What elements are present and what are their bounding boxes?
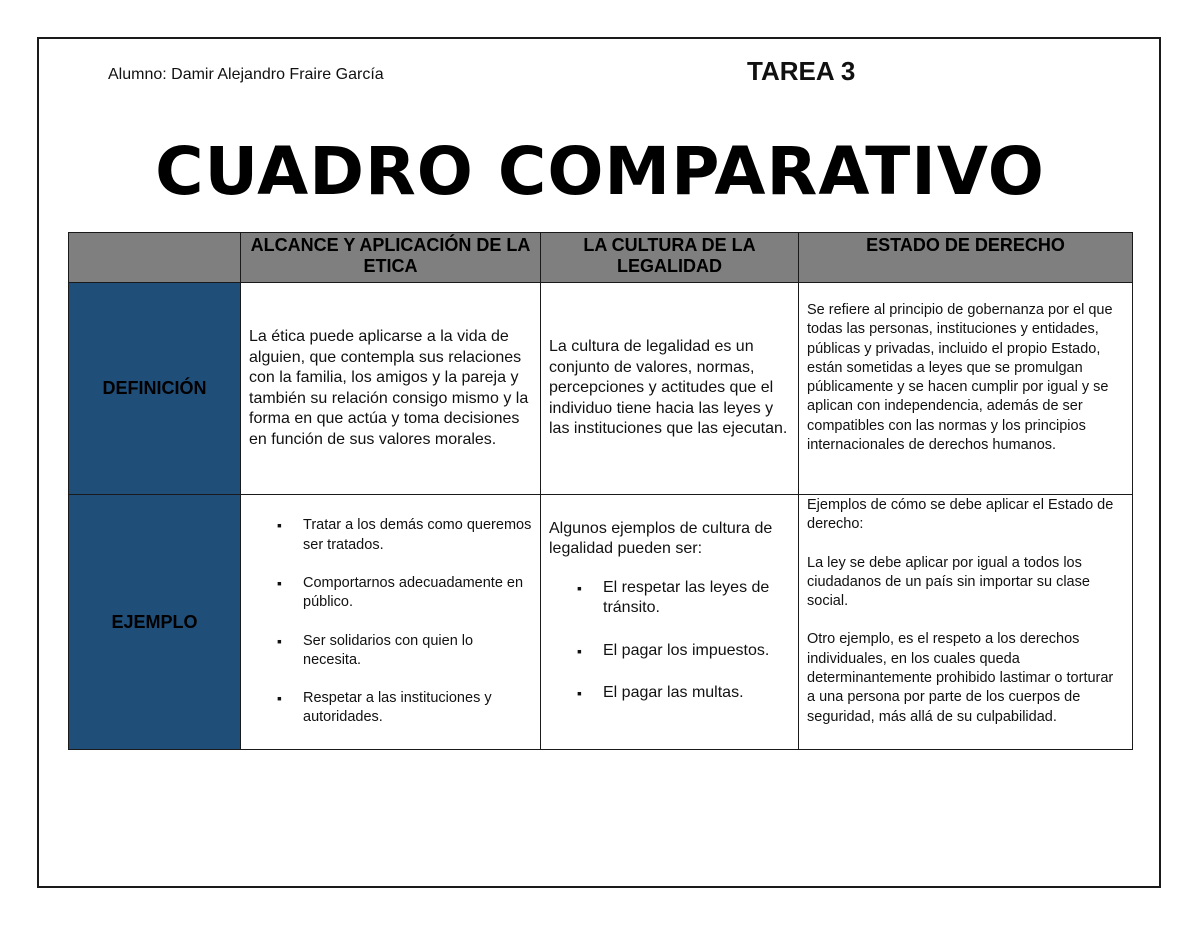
list-item: ▪ El pagar las multas.: [603, 683, 790, 704]
task-label: TAREA 3: [747, 56, 856, 86]
list-item: ▪ Comportarnos adecuadamente en público.: [303, 574, 532, 613]
column-header-estado: ESTADO DE DERECHO: [799, 233, 1133, 283]
cell-ejemplo-etica: [241, 495, 541, 750]
table-header-row: [69, 233, 1133, 283]
student-name: Alumno: Damir Alejandro Fraire García: [108, 66, 384, 83]
legalidad-intro: Algunos ejemplos de cultura de legalidad pueden ser:: [549, 519, 773, 557]
list-item: ▪ El respetar las leyes de tránsito.: [603, 578, 790, 619]
table-row-definicion: [69, 283, 1133, 495]
comparison-table: [68, 232, 1133, 750]
column-header-empty: [69, 233, 241, 283]
list-item: ▪ Ser solidarios con quien lo necesita.: [303, 632, 532, 671]
row-header-ejemplo: EJEMPLO: [69, 495, 241, 750]
cell-definicion-legalidad: La cultura de legalidad es un conjunto de valores, normas, percepciones y actitudes que el individuo tiene hacia las leyes y las instituciones que las ejecutan.: [541, 283, 799, 495]
row-header-definicion: DEFINICIÓN: [69, 283, 241, 495]
cell-ejemplo-estado: [799, 495, 1133, 750]
cell-ejemplo-legalidad: [541, 495, 799, 750]
legalidad-examples-list: [549, 578, 790, 704]
estado-example-intro: Ejemplos de cómo se debe aplicar el Estado de derecho:: [807, 497, 1114, 533]
list-item: ▪ Respetar a las instituciones y autoridades.: [303, 689, 532, 728]
page-title: CUADRO COMPARATIVO: [155, 133, 1045, 210]
cell-definicion-estado: Se refiere al principio de gobernanza por el que todas las personas, instituciones y entidades, públicas y privadas, incluido el propio Estado, están sometidas a leyes que se promulgan públicamente y se hacen cumplir por igual y se aplican con independencia, además de ser compatibles con las normas y los principios internacionales de derechos humanos.: [799, 283, 1133, 495]
estado-example-2: Otro ejemplo, es el respeto a los derechos individuales, en los cuales queda determinantemente prohibido lastimar o torturar a una persona por parte de los cuerpos de seguridad, más allá de su culpabilidad.: [807, 631, 1114, 725]
column-header-etica: ALCANCE Y APLICACIÓN DE LA ETICA: [241, 233, 541, 283]
column-header-legalidad: LA CULTURA DE LA LEGALIDAD: [541, 233, 799, 283]
list-item: ▪ El pagar los impuestos.: [603, 641, 790, 662]
list-item: ▪ Tratar a los demás como queremos ser tratados.: [303, 516, 532, 555]
estado-example-1: La ley se debe aplicar por igual a todos los ciudadanos de un país sin importar su clase social.: [807, 554, 1090, 610]
cell-definicion-etica: La ética puede aplicarse a la vida de alguien, que contempla sus relaciones con la familia, los amigos y la pareja y también su relación consigo mismo y la forma en que actúa y toma decisiones en función de sus valores morales.: [241, 283, 541, 495]
table-row-ejemplo: [69, 495, 1133, 750]
etica-examples-list: [249, 516, 532, 727]
